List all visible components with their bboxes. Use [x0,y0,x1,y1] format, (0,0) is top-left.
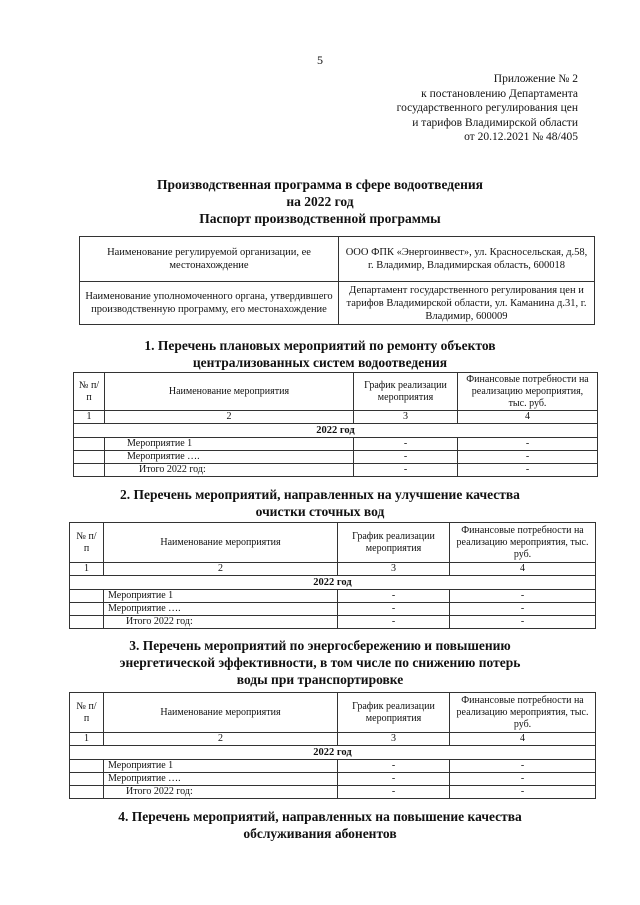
table-cell [70,773,104,786]
table-row-schedule: - [338,773,450,786]
section-1-table [73,372,598,477]
col-index: 1 [74,411,105,424]
section-3-heading [0,637,640,688]
col-index: 2 [105,411,354,424]
table-row-finance: - [458,464,598,477]
table-row-name: Мероприятие 1 [105,438,354,451]
heading-line: 3. Перечень мероприятий по энергосбережению и повышению [129,638,511,653]
section-4-heading [0,808,640,842]
table-cell [74,464,105,477]
heading-line: 2. Перечень мероприятий, направленных на улучшение качества [120,487,520,502]
header-schedule: График реализации мероприятия [338,523,450,563]
col-index: 3 [354,411,458,424]
table-row-finance: - [458,451,598,464]
passport-value: ООО ФПК «Энергоинвест», ул. Красносельская, д.58, г. Владимир, Владимирская область, 600018 [339,237,595,282]
passport-table [79,236,595,325]
passport-label: Наименование уполномоченного органа, утвердившего производственную программу, его местонахождение [80,282,339,325]
table-cell [70,590,104,603]
year-row: 2022 год [70,746,596,760]
passport-label: Наименование регулируемой организации, ее местонахождение [80,237,339,282]
table-row-total: Итого 2022 год: [104,616,338,629]
table-row-schedule: - [354,464,458,477]
section-3-table [69,692,596,799]
section-2-heading [0,486,640,520]
heading-line: воды при транспортировке [236,672,404,687]
header-finance: Финансовые потребности на реализацию мероприятия, тыс. руб. [450,523,596,563]
table-row-finance: - [458,438,598,451]
col-index: 3 [338,733,450,746]
table-row-schedule: - [338,603,450,616]
table-row-schedule: - [354,451,458,464]
appendix-line: к постановлению Департамента [421,87,578,100]
table-row-name: Мероприятие 1 [104,590,338,603]
heading-line: очистки сточных вод [255,504,385,519]
table-row-schedule: - [338,590,450,603]
section-2-table [69,522,596,629]
header-schedule: График реализации мероприятия [338,693,450,733]
section-1-heading [0,337,640,371]
title-line: Паспорт производственной программы [199,211,441,226]
header-num: № п/п [74,373,105,411]
col-index: 3 [338,563,450,576]
col-index: 1 [70,733,104,746]
table-row-schedule: - [354,438,458,451]
table-cell [70,616,104,629]
table-row-total: Итого 2022 год: [104,786,338,799]
appendix-line: Приложение № 2 [493,73,578,85]
header-finance: Финансовые потребности на реализацию мероприятия, тыс. руб. [458,373,598,411]
year-row: 2022 год [70,576,596,590]
table-row-finance: - [450,786,596,799]
table-row-finance: - [450,603,596,616]
col-index: 4 [458,411,598,424]
table-row-name: Мероприятие …. [104,603,338,616]
appendix-line: и тарифов Владимирской области [412,116,578,129]
header-num: № п/п [70,523,104,563]
table-cell [74,451,105,464]
col-index: 2 [104,733,338,746]
heading-line: энергетической эффективности, в том числе по снижению потерь [119,655,521,670]
col-index: 1 [70,563,104,576]
table-row-finance: - [450,590,596,603]
table-cell [70,786,104,799]
passport-value: Департамент государственного регулирования цен и тарифов Владимирской области, ул. Каманина д.31, г. Владимир, 600009 [339,282,595,325]
col-index: 2 [104,563,338,576]
table-row-schedule: - [338,760,450,773]
title-line: Производственная программа в сфере водоотведения [157,177,483,192]
table-row-name: Мероприятие …. [105,451,354,464]
document-title [0,176,640,227]
table-cell [70,760,104,773]
header-finance: Финансовые потребности на реализацию мероприятия, тыс. руб. [450,693,596,733]
page-number: 5 [317,53,323,67]
header-name: Наименование мероприятия [104,693,338,733]
header-name: Наименование мероприятия [105,373,354,411]
table-row-name: Мероприятие …. [104,773,338,786]
table-row-finance: - [450,760,596,773]
appendix-line: государственного регулирования цен [396,102,578,114]
col-index: 4 [450,563,596,576]
table-row-name: Мероприятие 1 [104,760,338,773]
heading-line: обслуживания абонентов [243,826,397,841]
table-row-schedule: - [338,616,450,629]
appendix-line: от 20.12.2021 № 48/405 [464,131,578,143]
header-num: № п/п [70,693,104,733]
title-line: на 2022 год [286,194,354,209]
year-row: 2022 год [74,424,598,438]
table-row-finance: - [450,616,596,629]
table-row-schedule: - [338,786,450,799]
heading-line: централизованных систем водоотведения [192,355,448,370]
table-cell [74,438,105,451]
appendix-block [318,72,578,145]
header-schedule: График реализации мероприятия [354,373,458,411]
col-index: 4 [450,733,596,746]
table-row-finance: - [450,773,596,786]
table-cell [70,603,104,616]
heading-line: 4. Перечень мероприятий, направленных на повышение качества [118,809,522,824]
heading-line: 1. Перечень плановых мероприятий по ремонту объектов [144,338,496,353]
table-row-total: Итого 2022 год: [105,464,354,477]
header-name: Наименование мероприятия [104,523,338,563]
